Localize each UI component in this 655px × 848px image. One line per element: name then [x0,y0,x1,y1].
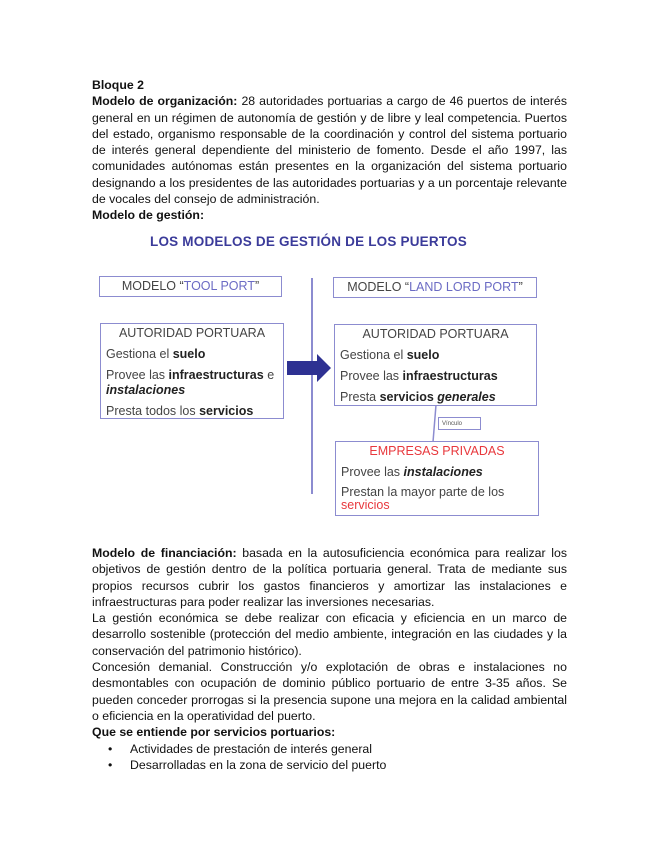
authority-heading: AUTORIDAD PORTUARA [362,327,509,341]
row-text: Presta todos los [106,404,200,418]
row-red: servicios [341,498,390,512]
management-label: Modelo de gestión: [92,208,205,223]
row-text: Provee las [340,369,403,383]
list-item: • Actividades de prestación de interés general [130,741,567,757]
row-bold: suelo [172,347,206,361]
row-bold: infraestructuras [402,369,498,383]
row-text: e [263,368,275,382]
diagram-title: LOS MODELOS DE GESTIÓN DE LOS PUERTOS [150,234,467,249]
port-services-list [92,741,567,774]
landlord-authority-box [334,324,537,406]
row-italic: instalaciones [403,465,483,479]
row-text: Provee las [106,368,169,382]
row-text: Prestan la mayor parte de los [341,485,505,499]
row-text: Gestiona el [340,348,407,362]
block-title: Bloque 2 [92,78,144,92]
arrow-right-icon [287,354,332,382]
financing-text: basada en la autosuficiencia económica para realizar los objetivos de gestión dentro de la política portuaria general. Trata de mediante sus propios recursos cubrir los gastos financieros y amortizar las instalaciones e infraestructuras para poder realizar las inversiones necesarias. [92,546,568,609]
row-bold: servicios [199,404,254,418]
quote-close: ” [518,280,523,294]
companies-heading: EMPRESAS PRIVADAS [369,444,505,458]
concession-paragraph: Concesión demanial. Construcción y/o explotación de obras e instalaciones no desmontables con ocupación de dominio público portuario de entre 3-35 años. Se pueden conceder prorrogas si la presencia supone una mejora en la calidad ambiental o eficiencia en la operatividad del puerto. [92,660,567,723]
link-label: Vínculo [438,417,481,430]
row-text: Gestiona el [106,347,173,361]
organization-label: Modelo de organización: [92,94,238,109]
financing-label: Modelo de financiación: [92,546,237,560]
row-text: Provee las [341,465,404,479]
tool-port-model-box [99,276,282,297]
row-italic: generales [437,390,496,404]
row-bold: servicios [379,390,438,404]
organization-text: 28 autoridades portuarias a cargo de 46 puertos de interés general en un régimen de autonomía de gestión y de libre y leal competencia. Puertos del estado, organismo responsable de la coordinación y control del sistema portuario de interés general dependiente del ministerio de fomento. Desde el año 1997, las comunidades autónomas están presentes en la organización del sistema portuario designando a los presidentes de las autoridades portuarias y a un porcentaje relevante de vocales del consejo de administración. [92,94,567,207]
list-item: • Desarrolladas en la zona de servicio del puerto [130,757,567,773]
authority-heading: AUTORIDAD PORTUARA [118,326,266,340]
private-companies-box [335,441,539,516]
quote-close: ” [254,279,260,293]
row-italic: instalaciones [106,383,186,397]
financing-section [92,545,567,773]
row-text: Presta [340,390,380,404]
divider-line [311,278,313,494]
model-prefix: MODELO “ [347,280,410,294]
tool-port-authority-box [100,323,284,419]
financing-paragraph [92,545,567,610]
tool-port-name: TOOL PORT [183,279,255,293]
port-services-label: Que se entiende por servicios portuarios: [92,725,336,740]
economic-management-paragraph: La gestión económica se debe realizar con eficacia y eficiencia en un marco de desarrollo sostenible (protección del medio ambiente, integración en las ciudades y la conservación del patrimonio histórico). [92,611,567,658]
landlord-port-model-box [333,277,537,298]
row-bold: suelo [406,348,440,362]
row-bold: infraestructuras [168,368,264,382]
landlord-port-name: LAND LORD PORT [409,280,519,294]
model-prefix: MODELO “ [121,279,184,293]
